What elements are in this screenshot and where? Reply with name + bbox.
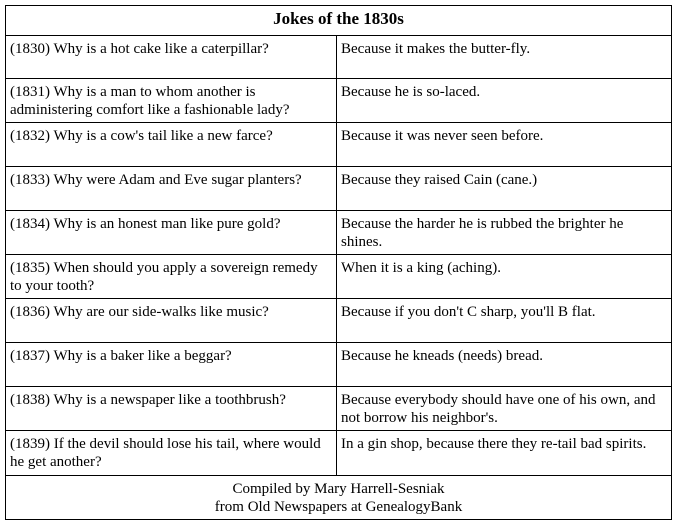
footer-source: from Old Newspapers at GenealogyBank [214, 499, 463, 515]
table-row [6, 343, 672, 387]
joke-question: (1839) If the devil should lose his tail, where would he get another? [6, 431, 337, 476]
table-footer [6, 476, 672, 520]
joke-answer: Because everybody should have one of his own, and not borrow his neighbor's. [337, 387, 672, 431]
joke-answer: Because they raised Cain (cane.) [337, 167, 672, 211]
table-row [6, 431, 672, 476]
joke-answer: Because it was never seen before. [337, 123, 672, 167]
joke-answer: Because he is so-laced. [337, 79, 672, 123]
joke-answer: Because it makes the butter-fly. [337, 36, 672, 79]
joke-question: (1832) Why is a cow's tail like a new farce? [6, 123, 337, 167]
table-row [6, 211, 672, 255]
footer-compiled-by: Compiled by Mary Harrell-Sesniak [232, 481, 445, 497]
table-row [6, 387, 672, 431]
joke-answer: When it is a king (aching). [337, 255, 672, 299]
table-row [6, 167, 672, 211]
joke-question: (1835) When should you apply a sovereign remedy to your tooth? [6, 255, 337, 299]
joke-question: (1830) Why is a hot cake like a caterpillar? [6, 36, 337, 79]
table-row [6, 123, 672, 167]
joke-question: (1833) Why were Adam and Eve sugar planters? [6, 167, 337, 211]
table-row [6, 255, 672, 299]
table-row [6, 299, 672, 343]
joke-question: (1834) Why is an honest man like pure gold? [6, 211, 337, 255]
title-row [6, 6, 672, 36]
joke-answer: Because the harder he is rubbed the brighter he shines. [337, 211, 672, 255]
joke-question: (1837) Why is a baker like a beggar? [6, 343, 337, 387]
joke-question: (1836) Why are our side-walks like music? [6, 299, 337, 343]
joke-answer: Because if you don't C sharp, you'll B flat. [337, 299, 672, 343]
table-row [6, 36, 672, 79]
joke-question: (1838) Why is a newspaper like a toothbrush? [6, 387, 337, 431]
jokes-table [5, 5, 672, 520]
joke-question: (1831) Why is a man to whom another is administering comfort like a fashionable lady? [6, 79, 337, 123]
table-row [6, 79, 672, 123]
table-title: Jokes of the 1830s [6, 6, 672, 36]
joke-answer: Because he kneads (needs) bread. [337, 343, 672, 387]
joke-answer: In a gin shop, because there they re-tail bad spirits. [337, 431, 672, 476]
footer-row [6, 476, 672, 520]
